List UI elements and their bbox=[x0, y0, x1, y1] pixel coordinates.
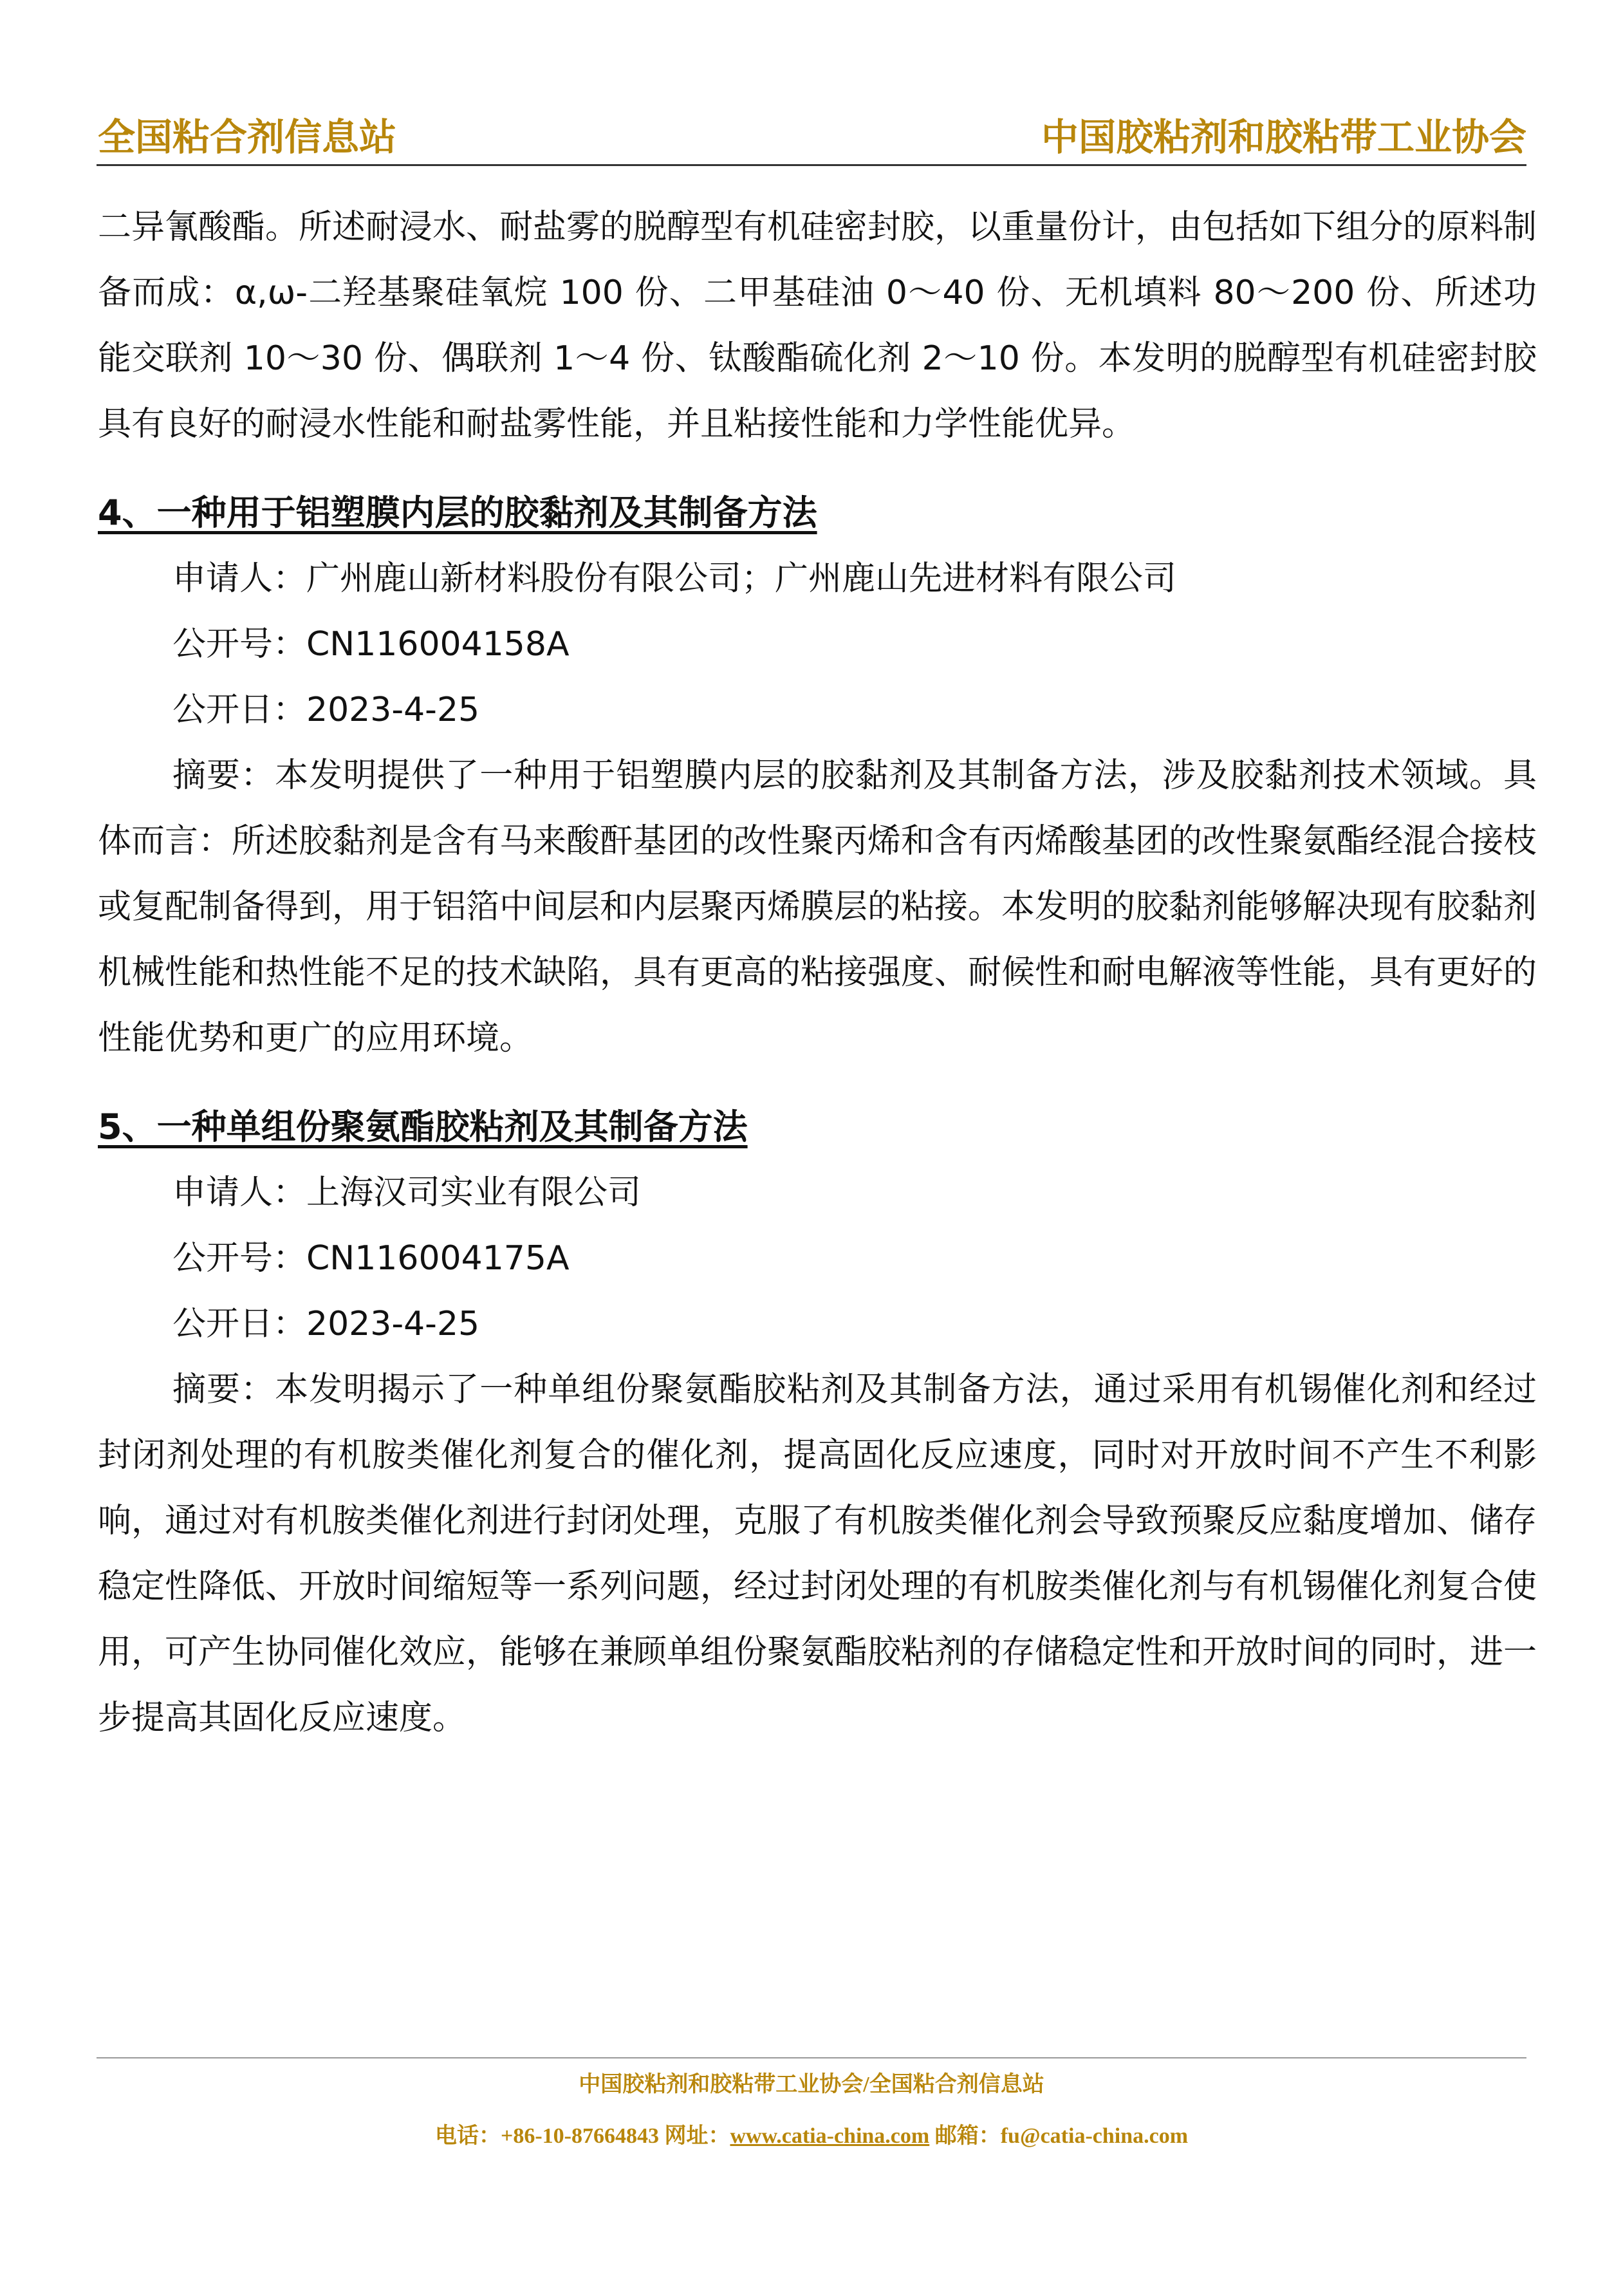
entry-5-pub-date: 公开日：2023-4-25 bbox=[172, 1305, 480, 1343]
footer-rule bbox=[97, 2057, 1526, 2058]
header-rule bbox=[97, 164, 1526, 166]
entry-5-applicant: 申请人：上海汉司实业有限公司 bbox=[172, 1173, 642, 1212]
footer-website-link[interactable]: www.catia-china.com bbox=[730, 2124, 930, 2148]
header-left-title: 全国粘合剂信息站 bbox=[98, 115, 397, 159]
entry-5-abstract: 摘要：本发明揭示了一种单组份聚氨酯胶粘剂及其制备方法，通过采用有机锡催化剂和经过封闭剂处理的有机胺类催化剂复合的催化剂，提高固化反应速度，同时对开放时间不产生不利影响，通过对有机胺类催化剂进行封闭处理，克服了有机胺类催化剂会导致预聚反应黏度增加、储存稳定性降低、开放时间缩短等一系列问题，经过封闭处理的有机胺类催化剂与有机锡催化剂复合使用，可产生协同催化效应，能够在兼顾单组份聚氨酯胶粘剂的存储稳定性和开放时间的同时，进一步提高其固化反应速度。 bbox=[98, 1370, 1537, 1737]
entry-4-title: 4、一种用于铝塑膜内层的胶黏剂及其制备方法 bbox=[98, 492, 817, 533]
footer-org: 中国胶粘剂和胶粘带工业协会/全国粘合剂信息站 bbox=[579, 2073, 1044, 2096]
intro-paragraph: 二异氰酸酯。所述耐浸水、耐盐雾的脱醇型有机硅密封胶，以重量份计，由包括如下组分的原料制备而成：α,ω-二羟基聚硅氧烷 100 份、二甲基硅油 0～40 份、无机填料 80～200 份、所述功能交联剂 10～30 份、偶联剂 1～4 份、钛酸酯硫化剂 2～10 份。本发明的脱醇型有机硅密封胶具有良好的耐浸水性能和耐盐雾性能，并且粘接性能和力学性能优异。 bbox=[98, 208, 1537, 443]
page-header bbox=[97, 115, 1526, 166]
entry-5-title: 5、一种单组份聚氨酯胶粘剂及其制备方法 bbox=[98, 1106, 748, 1147]
document-body bbox=[98, 194, 1537, 1751]
entry-5-pub-no: 公开号：CN116004175A bbox=[172, 1239, 570, 1278]
entry-4-abstract: 摘要：本发明提供了一种用于铝塑膜内层的胶黏剂及其制备方法，涉及胶黏剂技术领域。具体而言：所述胶黏剂是含有马来酸酐基团的改性聚丙烯和含有丙烯酸基团的改性聚氨酯经混合接枝或复配制备得到，用于铝箔中间层和内层聚丙烯膜层的粘接。本发明的胶黏剂能够解决现有胶黏剂机械性能和热性能不足的技术缺陷，具有更高的粘接强度、耐候性和耐电解液等性能，具有更好的性能优势和更广的应用环境。 bbox=[98, 756, 1537, 1058]
entry-4-applicant: 申请人：广州鹿山新材料股份有限公司；广州鹿山先进材料有限公司 bbox=[172, 559, 1177, 598]
entry-4-pub-date: 公开日：2023-4-25 bbox=[172, 691, 480, 729]
footer-phone: 电话：+86-10-87664843 网址： bbox=[434, 2124, 730, 2148]
footer-email: 邮箱：fu@catia-china.com bbox=[929, 2124, 1189, 2148]
header-right-title: 中国胶粘剂和胶粘带工业协会 bbox=[1041, 115, 1526, 159]
entry-4-pub-no: 公开号：CN116004158A bbox=[172, 625, 570, 664]
footer-contact bbox=[0, 2118, 1623, 2149]
